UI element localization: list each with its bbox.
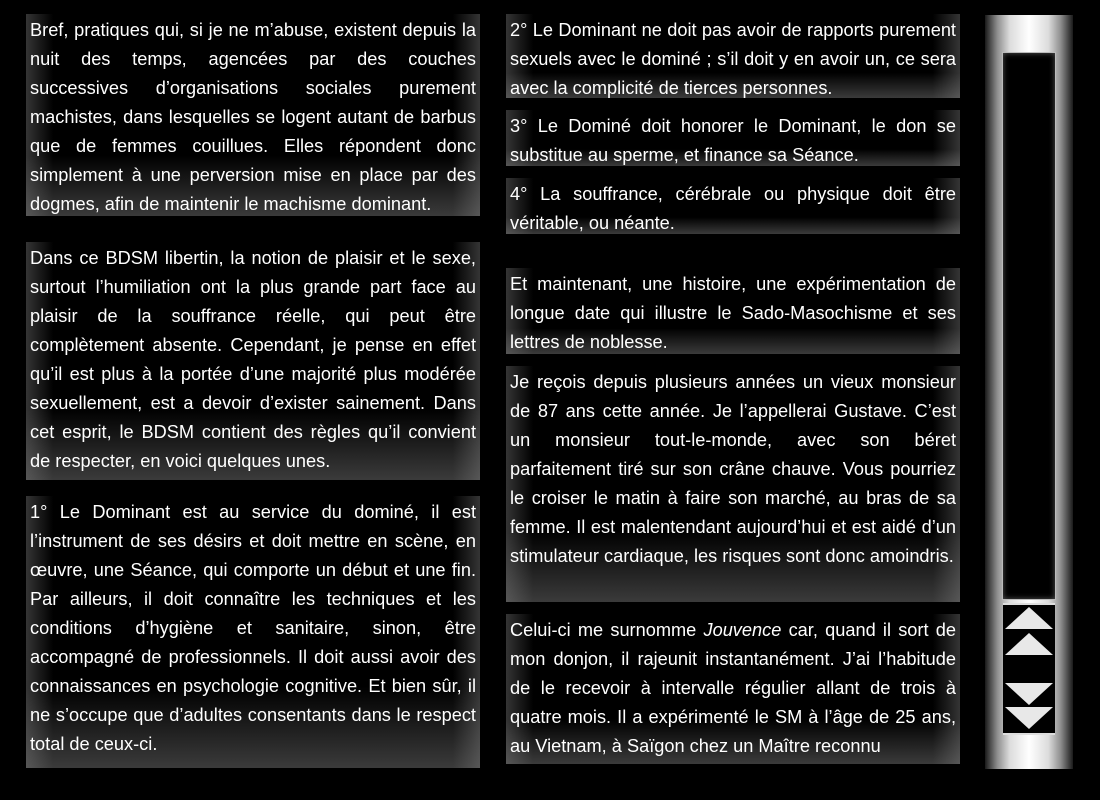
vertical-scrollbar[interactable] <box>985 15 1073 769</box>
paragraph: 4° La souffrance, cérébrale ou physique doit être véritable, ou néante. <box>506 178 960 234</box>
scroll-up-icon[interactable] <box>1005 633 1053 655</box>
text-span: Celui-ci me surnomme <box>510 620 704 640</box>
scroll-up-fast-icon[interactable] <box>1005 607 1053 629</box>
paragraph: Bref, pratiques qui, si je ne m’abuse, existent depuis la nuit des temps, agencées par des couches successives d’organisations sociales purement machistes, dans lesquelles se logent autant de barbus que de femmes couillues. Elles répondent donc simplement à une perversion mise en place par des dogmes, afin de maintenir le machisme dominant. <box>26 14 480 216</box>
emphasis-text: Jouvence <box>703 620 782 640</box>
paragraph: Et maintenant, une histoire, une expérimentation de longue date qui illustre le Sado-Masochisme et ses lettres de noblesse. <box>506 268 960 354</box>
divider <box>1003 603 1055 605</box>
paragraph: 3° Le Dominé doit honorer le Dominant, le don se substitue au sperme, et finance sa Séance. <box>506 110 960 166</box>
scroll-down-fast-icon[interactable] <box>1005 707 1053 729</box>
right-text-column <box>506 14 960 764</box>
scroll-buttons <box>1003 603 1055 735</box>
paragraph: Dans ce BDSM libertin, la notion de plaisir et le sexe, surtout l’humiliation ont la plus grande part face au plaisir de la souffrance réelle, qui peut être complètement absente. Cependant, je pense en effet qu’il est plus à la portée d’une majorité plus modérée sexuellement, est a devoir d’exister sainement. Dans cet esprit, le BDSM contient des règles qu’il convient de respecter, en voici quelques unes. <box>26 242 480 480</box>
paragraph <box>506 614 960 764</box>
text-span: car, quand il sort de mon donjon, il rajeunit instantanément. J’ai l’habitude de le recevoir à intervalle régulier allant de trois à quatre mois. Il a expérimenté le SM à l’âge de 25 ans, au Vietnam, à Saïgon chez un Maître reconnu <box>510 620 956 756</box>
paragraph: Je reçois depuis plusieurs années un vieux monsieur de 87 ans cette année. Je l’appellerai Gustave. C’est un monsieur tout-le-monde, avec son béret parfaitement tiré sur son crâne chauve. Vous pourriez le croiser le matin à faire son marché, au bras de sa femme. Il est malentendant aujourd’hui et est aidé d’un stimulateur cardiaque, les risques sont donc amoindris. <box>506 366 960 602</box>
left-text-column <box>26 14 480 784</box>
scroll-track[interactable] <box>1003 53 1055 599</box>
paragraph: 1° Le Dominant est au service du dominé, il est l’instrument de ses désirs et doit mettre en scène, en œuvre, une Séance, qui comporte un début et une fin. Par ailleurs, il doit connaître les techniques et les conditions d’hygiène et sanitaire, sinon, être accompagné de professionnels. Il doit aussi avoir des connaissances en psychologie cognitive. Et bien sûr, il ne s’occupe que d’adultes consentants dans le respect total de ceux-ci. <box>26 496 480 768</box>
paragraph: 2° Le Dominant ne doit pas avoir de rapports purement sexuels avec le dominé ; s’il doit y en avoir un, ce sera avec la complicité de tierces personnes. <box>506 14 960 98</box>
divider <box>1003 733 1055 735</box>
scroll-down-icon[interactable] <box>1005 683 1053 705</box>
